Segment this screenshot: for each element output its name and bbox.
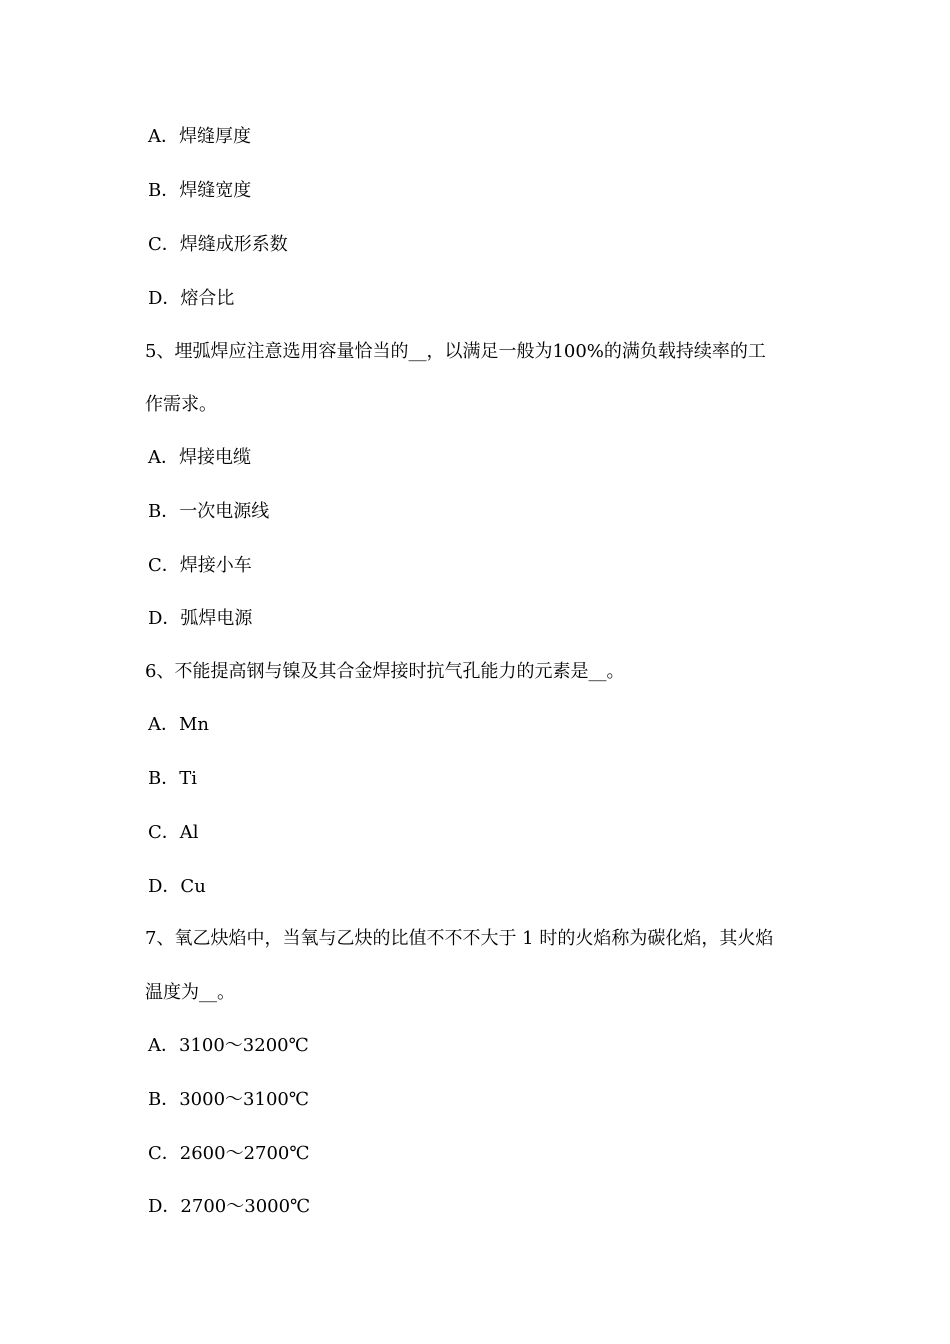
q5-option-d: D．弧焊电源: [148, 608, 253, 629]
q7-option-c: C．2600～2700℃: [148, 1143, 310, 1164]
q4-option-d: D．熔合比: [148, 288, 235, 309]
q5-stem-line2: 作需求。: [145, 394, 217, 415]
q7-stem-line2: 温度为__。: [145, 982, 235, 1003]
q6-stem-line1: 6、不能提高钢与镍及其合金焊接时抗气孔能力的元素是__。: [145, 661, 625, 682]
q6-option-c: C．Al: [148, 822, 199, 843]
q6-option-d: D．Cu: [148, 876, 206, 897]
q6-option-b: B．Ti: [148, 768, 197, 789]
q5-stem-line1: 5、埋弧焊应注意选用容量恰当的__，以满足一般为100%的满负载持续率的工: [145, 341, 766, 362]
q4-option-b: B．焊缝宽度: [148, 180, 252, 201]
q7-option-a: A．3100～3200℃: [148, 1035, 309, 1056]
q7-option-b: B．3000～3100℃: [148, 1089, 309, 1110]
q5-option-a: A．焊接电缆: [148, 447, 251, 468]
q4-option-c: C．焊缝成形系数: [148, 234, 288, 255]
q7-stem-line1: 7、氧乙炔焰中，当氧与乙炔的比值不不不大于 1 时的火焰称为碳化焰，其火焰: [145, 928, 774, 949]
q7-option-d: D．2700～3000℃: [148, 1196, 311, 1217]
q4-option-a: A．焊缝厚度: [148, 126, 251, 147]
q6-option-a: A．Mn: [148, 714, 210, 735]
q5-option-c: C．焊接小车: [148, 555, 252, 576]
q5-option-b: B．一次电源线: [148, 501, 270, 522]
